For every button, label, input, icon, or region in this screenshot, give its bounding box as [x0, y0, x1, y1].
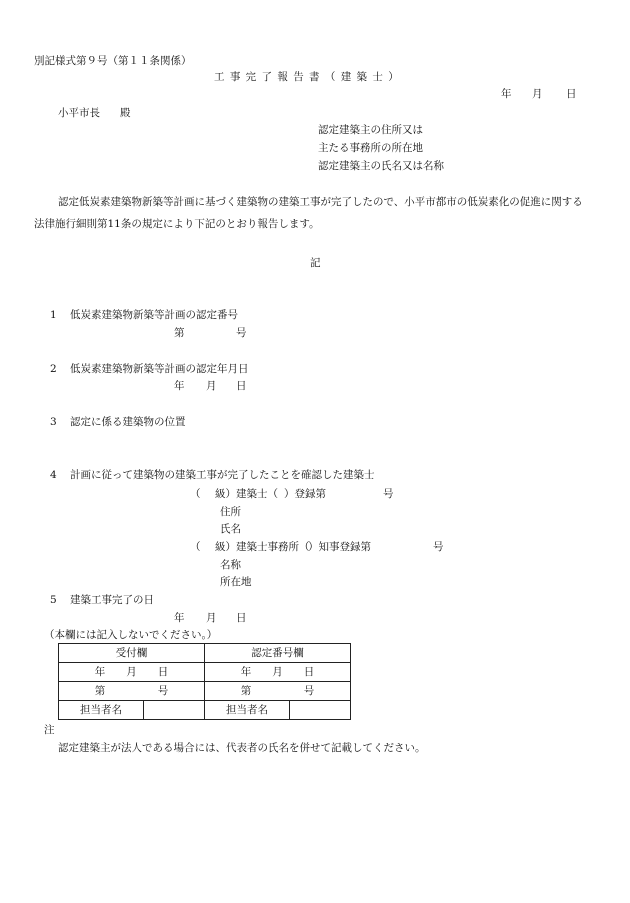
reception-number-cell: 第 号: [59, 682, 205, 701]
cert-number-cell: 第 号: [205, 682, 351, 701]
table-row: [59, 663, 351, 682]
table-row: [59, 701, 351, 720]
reception-header: 受付欄: [59, 644, 205, 663]
office-use-table: [58, 643, 351, 720]
cert-number-header: 認定番号欄: [205, 644, 351, 663]
table-row: [59, 644, 351, 663]
reception-person-label: 担当者名: [59, 701, 144, 720]
cert-person-value: [290, 701, 351, 720]
form-number: 別記様式第９号（第１１条関係）: [34, 55, 192, 67]
note-heading: 注: [44, 724, 55, 736]
ki-heading: 記: [310, 257, 321, 269]
reception-person-value: [144, 701, 205, 720]
note-text: 認定建築主が法人である場合には、代表者の氏名を併せて記載してください。: [58, 742, 426, 754]
table-row: [59, 682, 351, 701]
reception-date-cell: 年 月 日: [59, 663, 205, 682]
form-title: 工 事 完 了 報 告 書 （ 建 築 士 ）: [214, 71, 400, 83]
cert-person-label: 担当者名: [205, 701, 290, 720]
office-use-note: （本欄には記入しないでください。）: [44, 629, 218, 641]
cert-date-cell: 年 月 日: [205, 663, 351, 682]
